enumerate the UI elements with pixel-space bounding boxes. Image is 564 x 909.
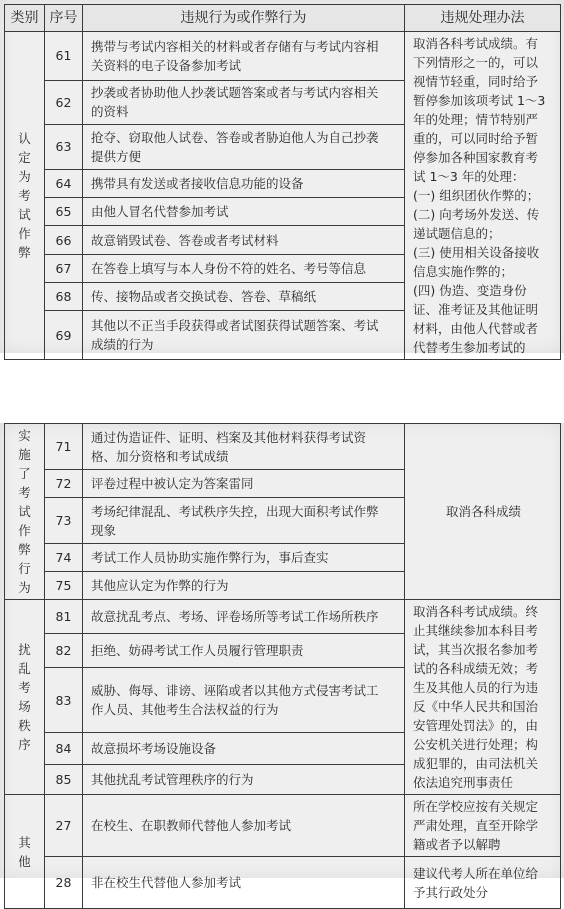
behavior-cell: 在答卷上填写与本人身份不符的姓名、考号等信息 [83, 254, 405, 282]
table-header-row [5, 5, 561, 32]
category-cell: 其他 [5, 795, 45, 909]
behavior-cell: 故意扰乱考点、考场、评卷场所等考试工作场所秩序 [83, 600, 405, 634]
behavior-cell: 由他人冒名代替参加考试 [83, 197, 405, 225]
category-cell: 实施了考试作弊行为 [5, 424, 45, 600]
header-number: 序号 [45, 5, 83, 32]
behavior-cell: 非在校生代替他人参加考试 [83, 857, 405, 909]
handling-cell: 所在学校应按有关规定 严肃处理，直至开除学 籍或者予以解聘 [405, 795, 561, 857]
row-number: 82 [45, 634, 83, 668]
row-number: 85 [45, 764, 83, 794]
table-row [5, 795, 561, 857]
row-number: 27 [45, 795, 83, 857]
row-number: 63 [45, 125, 83, 170]
row-number: 73 [45, 498, 83, 544]
behavior-cell: 考场纪律混乱、考试秩序失控，出现大面积考试作弊 现象 [83, 498, 405, 544]
order-rules-table [4, 423, 561, 909]
row-number: 62 [45, 80, 83, 125]
behavior-cell: 传、接物品或者交换试卷、答卷、草稿纸 [83, 283, 405, 311]
behavior-cell: 考试工作人员协助实施作弊行为，事后查实 [83, 544, 405, 572]
behavior-cell: 抄袭或者协助他人抄袭试题答案或者与考试内容相关 的资料 [83, 80, 405, 125]
row-number: 83 [45, 668, 83, 732]
behavior-cell: 在校生、在职教师代替他人参加考试 [83, 795, 405, 857]
header-handling: 违规处理办法 [405, 5, 561, 32]
row-number: 69 [45, 311, 83, 360]
row-number: 74 [45, 544, 83, 572]
behavior-cell: 通过伪造证件、证明、档案及其他材料获得考试资 格、加分资格和考试成绩 [83, 424, 405, 470]
table-row [5, 32, 561, 81]
behavior-cell: 其他扰乱考试管理秩序的行为 [83, 764, 405, 794]
handling-cell: 取消各科考试成绩。有 下列情形之一的，可以 视情节轻重，同时给予 暂停参加该项考试 1～3 年的处理；情节特别严 重的，可以同时给予暂 停参加各种国家教育考 试 1～3 年的处理： (一) 组织团伙作弊的； (二) 向考场外发送、传 递试题信息的； (三) 使用相关设备接收 信息实施作弊的； (四) 伪造、变造身份 证、准考证及其他证明 材料，由他人代替或者 代替考生参加考试的 [405, 32, 561, 360]
cheating-rules-table [4, 4, 561, 360]
row-number: 67 [45, 254, 83, 282]
behavior-cell: 拒绝、妨碍考试工作人员履行管理职责 [83, 634, 405, 668]
row-number: 28 [45, 857, 83, 909]
row-number: 75 [45, 572, 83, 600]
behavior-cell: 抢夺、窃取他人试卷、答卷或者胁迫他人为自己抄袭 提供方便 [83, 125, 405, 170]
behavior-cell: 携带与考试内容相关的材料或者存储有与考试内容相 关资料的电子设备参加考试 [83, 32, 405, 81]
table-row [5, 600, 561, 634]
row-number: 72 [45, 470, 83, 498]
category-cell: 扰乱考场秩序 [5, 600, 45, 795]
behavior-cell: 威胁、侮辱、诽谤、诬陷或者以其他方式侵害考试工 作人员、其他考生合法权益的行为 [83, 668, 405, 732]
row-number: 84 [45, 732, 83, 764]
row-number: 71 [45, 424, 83, 470]
row-number: 65 [45, 197, 83, 225]
row-number: 66 [45, 226, 83, 254]
header-behavior: 违规行为或作弊行为 [83, 5, 405, 32]
behavior-cell: 其他应认定为作弊的行为 [83, 572, 405, 600]
behavior-cell: 故意销毁试卷、答卷或者考试材料 [83, 226, 405, 254]
behavior-cell: 其他以不正当手段获得或者试图获得试题答案、考试 成绩的行为 [83, 311, 405, 360]
table-row [5, 857, 561, 909]
row-number: 68 [45, 283, 83, 311]
row-number: 61 [45, 32, 83, 81]
row-number: 81 [45, 600, 83, 634]
handling-cell: 取消各科成绩 [405, 424, 561, 600]
row-number: 64 [45, 169, 83, 197]
table-row [5, 424, 561, 470]
category-cell: 认定为考试作弊 [5, 32, 45, 360]
handling-cell: 建议代考人所在单位给 予其行政处分 [405, 857, 561, 909]
behavior-cell: 携带具有发送或者接收信息功能的设备 [83, 169, 405, 197]
header-category: 类别 [5, 5, 45, 32]
handling-cell: 取消各科考试成绩。终 止其继续参加本科目考 试，其当次报名参加考 试的各科成绩无效；考 生及其他人员的行为违 反《中华人民共和国治 安管理处罚法》的，由 公安机关进行处理；构 成犯罪的，由司法机关 依法追究刑事责任 [405, 600, 561, 795]
behavior-cell: 故意损坏考场设施设备 [83, 732, 405, 764]
behavior-cell: 评卷过程中被认定为答案雷同 [83, 470, 405, 498]
